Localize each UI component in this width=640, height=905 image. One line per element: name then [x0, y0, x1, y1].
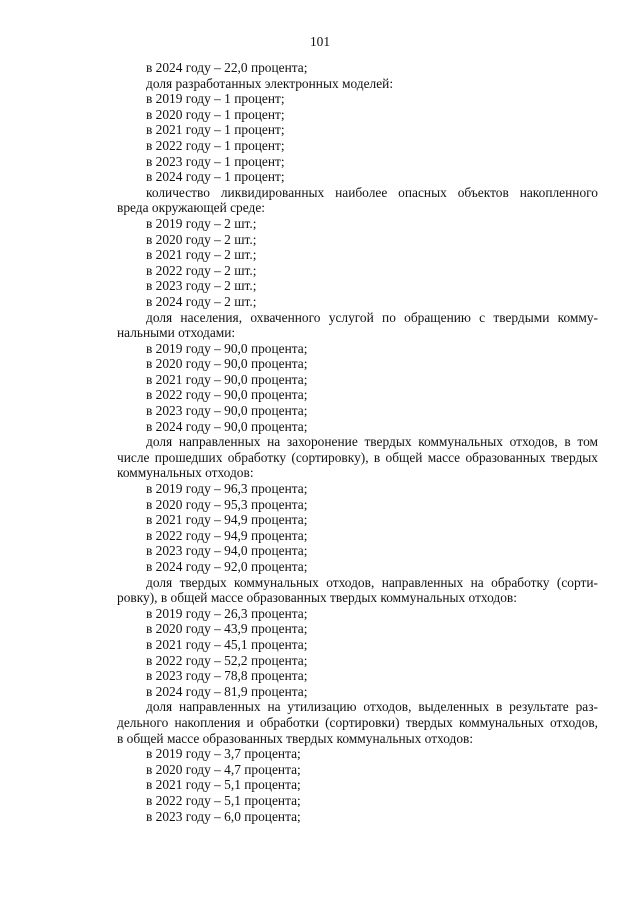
list-item: в 2022 году – 90,0 процента;	[146, 387, 308, 403]
list-item: в 2024 году – 92,0 процента;	[146, 559, 308, 574]
list-item: в 2024 году – 90,0 процента;	[146, 418, 308, 434]
list-item: доля разработанных электронных моделей:	[146, 75, 394, 91]
paragraph-line: доля твердых коммунальных отходов, направленных на обработку (сорти-	[146, 574, 598, 590]
list-item: в 2020 году – 95,3 процента;	[146, 496, 308, 512]
list-item: в 2019 году – 96,3 процента;	[146, 481, 308, 497]
list-item: в 2023 году – 94,0 процента;	[146, 543, 308, 559]
list-item: в 2021 году – 45,1 процента;	[146, 636, 308, 652]
document-body	[117, 60, 598, 824]
list-item: в 2023 году – 6,0 процента;	[146, 808, 301, 824]
paragraph-line: коммунальных отходов:	[117, 465, 254, 481]
paragraph-line: числе прошедших обработку (сортировку), в общей массе образованных твердых	[117, 449, 598, 465]
list-item: в 2019 году – 2 шт.;	[146, 215, 257, 231]
list-item: в 2020 году – 43,9 процента;	[146, 621, 308, 637]
paragraph-line: ровку), в общей массе образованных твердых коммунальных отходов:	[117, 590, 517, 606]
list-item: в 2021 году – 2 шт.;	[146, 247, 257, 263]
list-item: в 2023 году – 2 шт.;	[146, 278, 257, 294]
list-item: в 2020 году – 1 процент;	[146, 106, 285, 122]
list-item: в 2020 году – 4,7 процента;	[146, 761, 301, 777]
paragraph-line: дельного накопления и обработки (сортировки) твердых коммунальных отходов,	[117, 714, 598, 730]
list-item: в 2023 году – 78,8 процента;	[146, 668, 308, 684]
list-item: в 2021 году – 5,1 процента;	[146, 777, 301, 793]
list-item: в 2020 году – 2 шт.;	[146, 231, 257, 247]
paragraph-line: доля населения, охваченного услугой по обращению с твердыми комму-	[146, 309, 598, 325]
list-item: в 2023 году – 90,0 процента;	[146, 403, 308, 419]
list-item: в 2024 году – 81,9 процента;	[146, 683, 308, 699]
list-item: в 2024 году – 1 процент;	[146, 169, 285, 185]
list-item: в 2021 году – 94,9 процента;	[146, 512, 308, 528]
list-item: в 2021 году – 90,0 процента;	[146, 371, 308, 387]
list-item: в 2022 году – 2 шт.;	[146, 262, 257, 278]
list-item: в 2023 году – 1 процент;	[146, 153, 285, 169]
list-item: в 2019 году – 90,0 процента;	[146, 340, 308, 356]
list-item: в 2022 году – 5,1 процента;	[146, 792, 301, 808]
paragraph-line: вреда окружающей среде:	[117, 200, 265, 216]
paragraph-line: количество ликвидированных наиболее опасных объектов накопленного	[146, 184, 598, 200]
paragraph-line: нальными отходами:	[117, 325, 236, 341]
list-item: в 2019 году – 26,3 процента;	[146, 605, 308, 621]
list-item: в 2019 году – 3,7 процента;	[146, 746, 301, 762]
paragraph-line: доля направленных на утилизацию отходов, выделенных в результате раз-	[146, 699, 598, 715]
list-item: в 2022 году – 52,2 процента;	[146, 652, 308, 668]
list-item: в 2024 году – 2 шт.;	[146, 293, 257, 309]
list-item: в 2021 году – 1 процент;	[146, 122, 285, 138]
list-item: в 2019 году – 1 процент;	[146, 91, 285, 107]
list-item: в 2020 году – 90,0 процента;	[146, 356, 308, 372]
list-item: в 2024 году – 22,0 процента;	[146, 60, 308, 75]
list-item: в 2022 году – 94,9 процента;	[146, 527, 308, 543]
list-item: в 2022 году – 1 процент;	[146, 137, 285, 153]
paragraph-line: доля направленных на захоронение твердых коммунальных отходов, в том	[146, 434, 598, 450]
paragraph-line: в общей массе образованных твердых коммунальных отходов:	[117, 730, 474, 746]
page-number: 101	[309, 34, 331, 49]
